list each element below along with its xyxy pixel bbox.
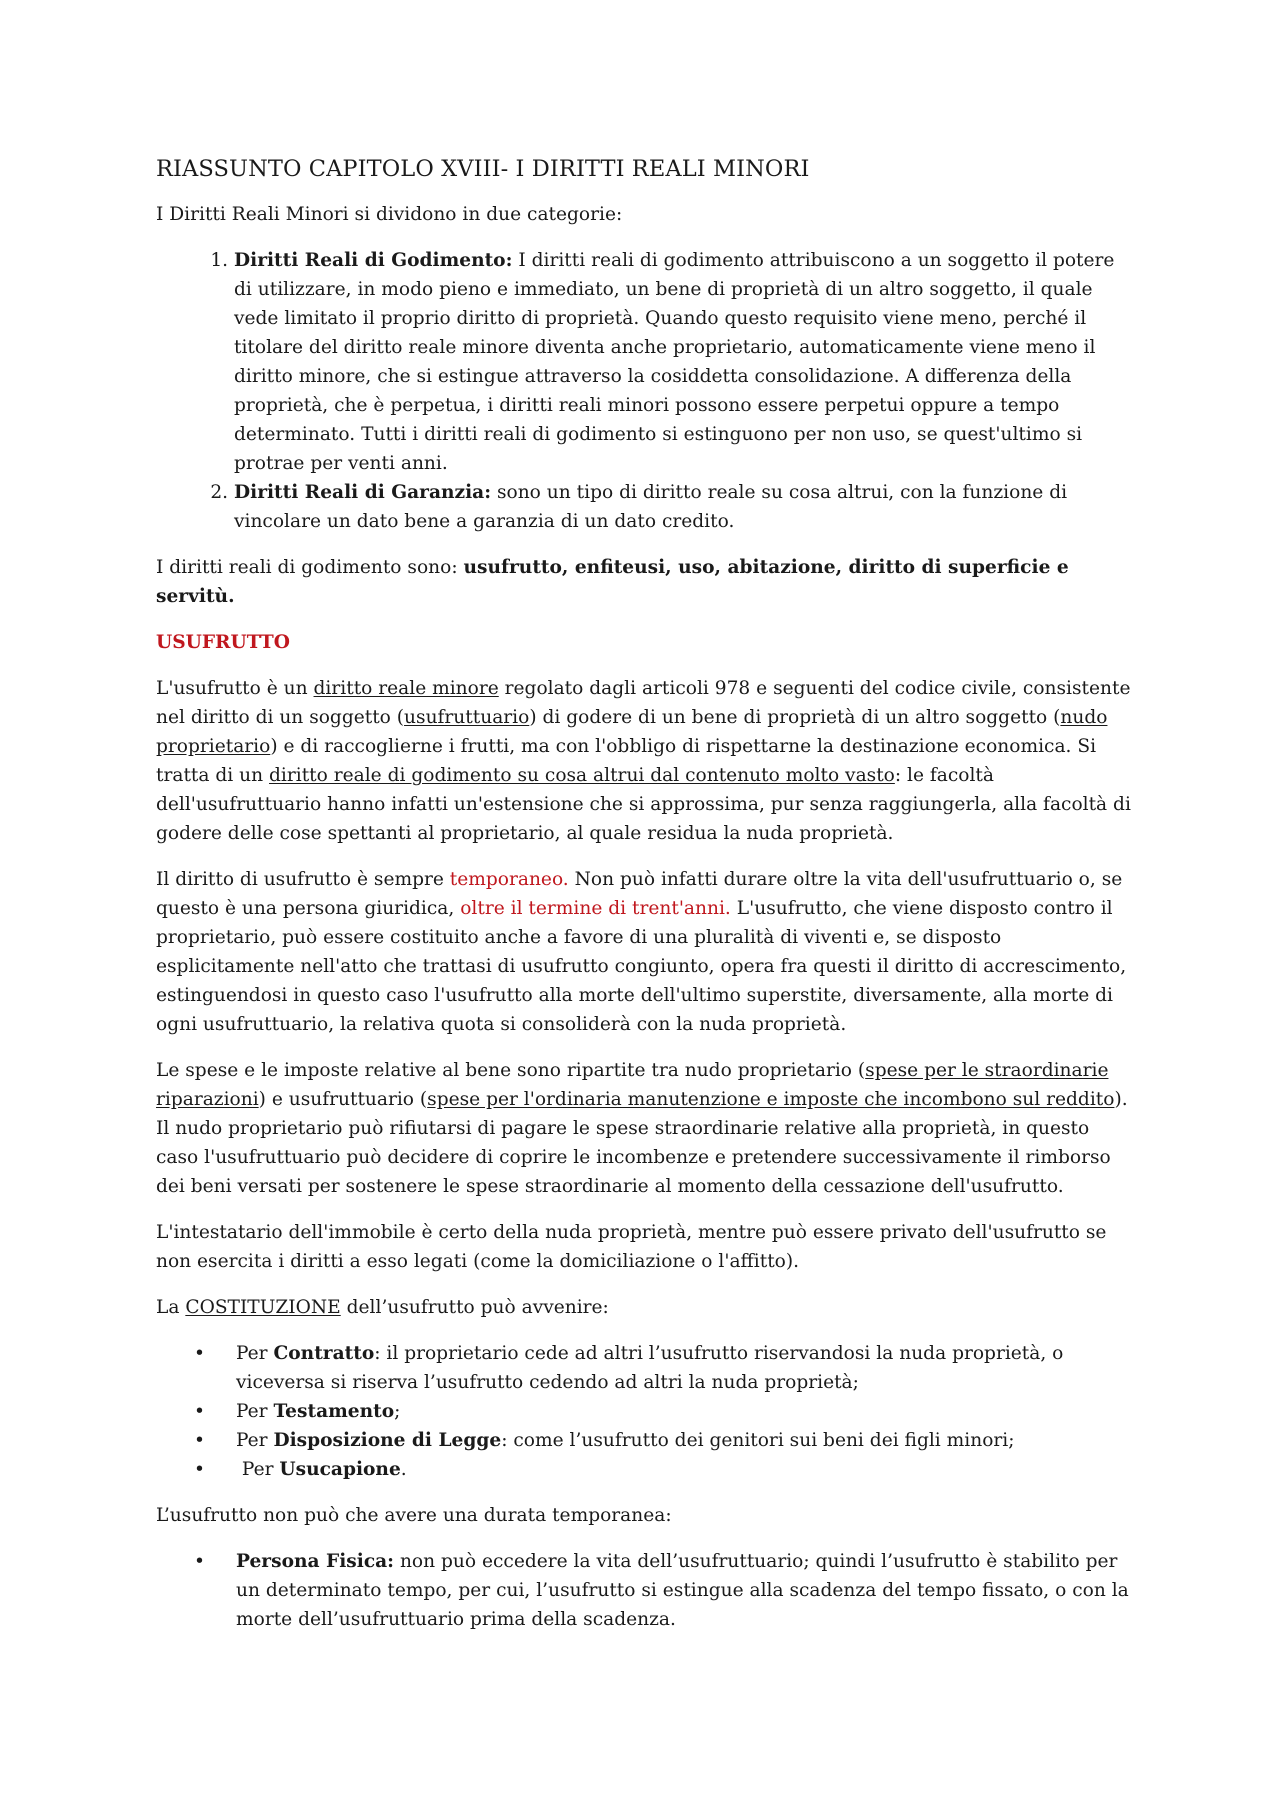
paragraph-spese: Le spese e le imposte relative al bene sono ripartite tra nudo proprietario (spese per le straordinarie riparazioni) e usufruttuario (spese per l'ordinaria manutenzione e imposte che incombono sul reddito). Il nudo proprietario può rifiutarsi di pagare le spese straordinarie relative alla proprietà, in questo caso l'usufruttuario può decidere di coprire le incombenze e pretendere successivamente il rimborso dei beni versati per sostenere le spese straordinarie al momento della cessazione dell'usufrutto.: [156, 1060, 1128, 1197]
categories-list: [156, 246, 1136, 536]
durata-list: [156, 1547, 1136, 1634]
list-item: • Per Testamento;: [234, 1397, 1136, 1426]
list-item: • Per Contratto: il proprietario cede ad altri l’usufrutto riservandosi la nuda proprietà, o viceversa si riserva l’usufrutto cedendo ad altri la nuda proprietà;: [234, 1339, 1136, 1397]
list-item: • Persona Fisica: non può eccedere la vita dell’usufruttuario; quindi l’usufrutto è stabilito per un determinato tempo, per cui, l’usufrutto si estingue alla scadenza del tempo fissato, o con la morte dell’usufruttuario prima della scadenza.: [234, 1547, 1136, 1634]
list-item: • Per Usucapione.: [234, 1455, 1136, 1484]
paragraph-costituzione: La COSTITUZIONE dell’usufrutto può avvenire:: [156, 1297, 609, 1318]
page-title: RIASSUNTO CAPITOLO XVIII- I DIRITTI REALI MINORI: [156, 156, 810, 182]
term: Diritti Reali di Garanzia:: [234, 482, 492, 503]
term: Diritti Reali di Godimento:: [234, 250, 513, 271]
costituzione-list: [156, 1339, 1136, 1484]
paragraph-definition: L'usufrutto è un diritto reale minore regolato dagli articoli 978 e seguenti del codice civile, consistente nel diritto di un soggetto (usufruttuario) di godere di un bene di proprietà di un altro soggetto (nudo proprietario) e di raccoglierne i frutti, ma con l'obbligo di rispettarne la destinazione economica. Si tratta di un diritto reale di godimento su cosa altrui dal contenuto molto vasto: le facoltà dell'usufruttuario hanno infatti un'estensione che si approssima, pur senza raggiungerla, alla facoltà di godere delle cose spettanti al proprietario, al quale residua la nuda proprietà.: [156, 678, 1131, 844]
list-item: 1. Diritti Reali di Godimento: I diritti reali di godimento attribuiscono a un soggetto il potere di utilizzare, in modo pieno e immediato, un bene di proprietà di un altro soggetto, il quale vede limitato il proprio diritto di proprietà. Quando questo requisito viene meno, perché il titolare del diritto reale minore diventa anche proprietario, automaticamente viene meno il diritto minore, che si estingue attraverso la cosiddetta consolidazione. A differenza della proprietà, che è perpetua, i diritti reali minori possono essere perpetui oppure a tempo determinato. Tutti i diritti reali di godimento si estinguono per non uso, se quest'ultimo si protrae per venti anni.: [234, 246, 1136, 478]
paragraph-durata: Il diritto di usufrutto è sempre temporaneo. Non può infatti durare oltre la vita dell'usufruttuario o, se questo è una persona giuridica, oltre il termine di trent'anni. L'usufrutto, che viene disposto contro il proprietario, può essere costituito anche a favore di una pluralità di viventi e, se disposto esplicitamente nell'atto che trattasi di usufrutto congiunto, opera fra questi il diritto di accrescimento, estinguendosi in questo caso l'usufrutto alla morte dell'ultimo superstite, diversamente, alla morte di ogni usufruttuario, la relativa quota si consoliderà con la nuda proprietà.: [156, 869, 1127, 1035]
paragraph-temporanea: L’usufrutto non può che avere una durata temporanea:: [156, 1505, 672, 1526]
paragraph-intestatario: L'intestatario dell'immobile è certo della nuda proprietà, mentre può essere privato dell'usufrutto se non esercita i diritti a esso legati (come la domiciliazione o l'affitto).: [156, 1222, 1107, 1272]
intro-paragraph: I Diritti Reali Minori si dividono in due categorie:: [156, 204, 623, 225]
list-item: 2. Diritti Reali di Garanzia: sono un tipo di diritto reale su cosa altrui, con la funzione di vincolare un dato bene a garanzia di un dato credito.: [234, 478, 1136, 536]
section-title: USUFRUTTO: [156, 632, 290, 653]
document-page: [156, 152, 1136, 1651]
godimento-paragraph: I diritti reali di godimento sono: usufrutto, enfiteusi, uso, abitazione, diritto di superficie e servitù.: [156, 557, 1069, 607]
list-item: • Per Disposizione di Legge: come l’usufrutto dei genitori sui beni dei figli minori;: [234, 1426, 1136, 1455]
